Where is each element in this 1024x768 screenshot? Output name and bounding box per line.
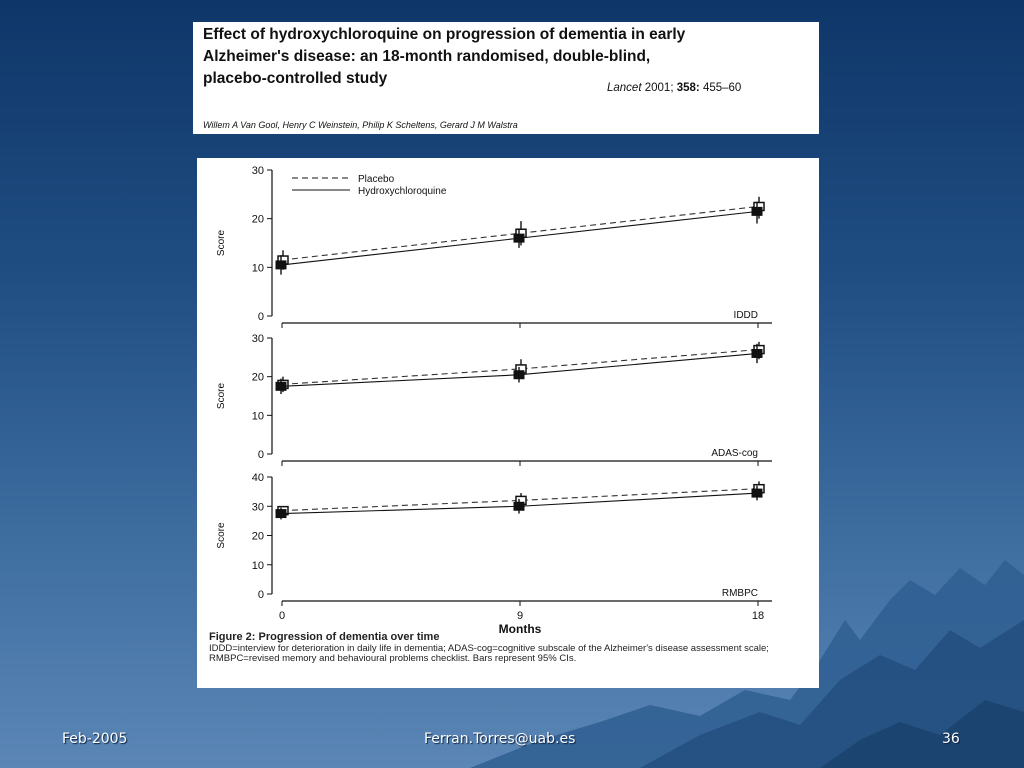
x-tick-label: 9 <box>516 610 524 622</box>
panel-label: ADAS-cog <box>711 448 758 459</box>
y-tick-label: 10 <box>251 559 264 572</box>
y-tick-label: 0 <box>257 311 264 323</box>
x-tick-label: 0 <box>278 610 286 622</box>
figure-caption-body: IDDD=interview for deterioration in daily life in dementia; ADAS-cog=cognitive subscale of the Alzheimer's disease assessment scale; RMBPC=revised memory and behavioural problems checklist. Bars represent 95% CIs. <box>209 642 769 664</box>
citation-year: 2001; <box>644 82 674 94</box>
y-tick-label: 30 <box>251 165 264 177</box>
hcq-data-point <box>276 382 286 390</box>
y-tick-label: 10 <box>251 262 264 275</box>
y-axis-label: Score <box>216 522 227 549</box>
citation-pages: 455–60 <box>702 82 742 94</box>
paper-authors: Willem A Van Gool, Henry C Weinstein, Philip K Scheltens, Gerard J M Walstra <box>203 120 518 130</box>
y-tick-label: 20 <box>251 213 264 226</box>
hcq-data-point <box>752 349 762 357</box>
y-axis-label: Score <box>216 382 227 410</box>
figure-caption <box>209 632 769 665</box>
hcq-data-point <box>514 371 524 379</box>
x-tick-label: 18 <box>751 610 765 622</box>
y-tick-label: 10 <box>251 410 264 423</box>
y-tick-label: 30 <box>251 333 264 345</box>
y-axis-label: Score <box>216 229 227 257</box>
x-axis-label: Months <box>498 622 542 636</box>
paper-title-line: Alzheimer's disease: an 18-month randomised, double-blind, <box>203 48 651 65</box>
paper-title <box>203 24 813 90</box>
y-tick-label: 0 <box>257 449 264 461</box>
hcq-data-point <box>514 502 524 510</box>
paper-header-box <box>193 22 819 134</box>
hcq-data-point <box>752 489 762 497</box>
panel-label: IDDD <box>733 310 758 321</box>
hcq-data-point <box>276 261 286 269</box>
footer-date: Feb-2005 <box>62 731 128 747</box>
footer-page-number: 36 <box>942 731 960 747</box>
y-tick-label: 30 <box>251 501 264 514</box>
y-tick-label: 0 <box>257 589 264 601</box>
hcq-data-point <box>276 510 286 518</box>
dementia-progression-chart <box>197 158 819 636</box>
legend-entry: Hydroxychloroquine <box>358 186 447 197</box>
citation-volume: 358: <box>676 82 700 94</box>
figure-caption-title: Figure 2: Progression of dementia over time <box>209 631 440 643</box>
paper-title-line: placebo-controlled study <box>203 70 388 87</box>
footer-email: Ferran.Torres@uab.es <box>424 731 576 747</box>
y-tick-label: 20 <box>251 530 264 543</box>
y-tick-label: 40 <box>251 472 264 484</box>
legend-entry: Placebo <box>358 174 395 185</box>
paper-title-line: Effect of hydroxychloroquine on progression of dementia in early <box>203 26 686 43</box>
y-tick-label: 20 <box>251 371 264 384</box>
journal-citation <box>607 82 741 94</box>
panel-label: RMBPC <box>721 588 758 599</box>
figure-panel <box>197 158 819 688</box>
citation-journal: Lancet <box>607 82 642 94</box>
hcq-data-point <box>514 234 524 242</box>
hcq-data-point <box>752 207 762 215</box>
